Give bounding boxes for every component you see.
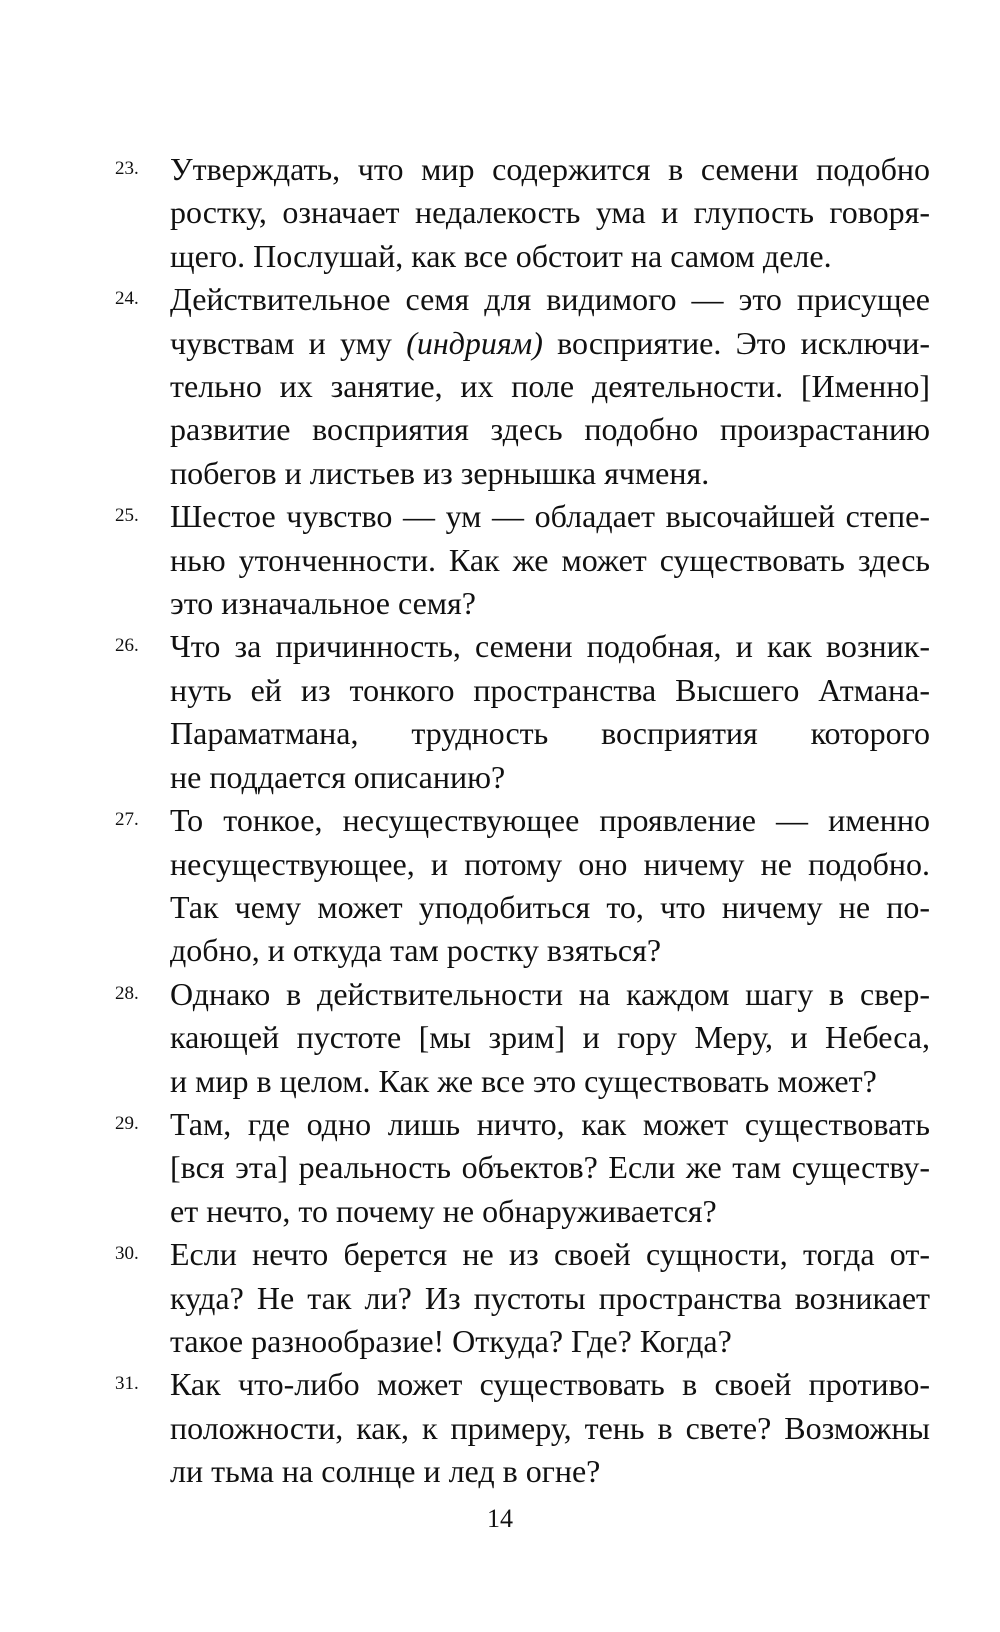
verse-24 — [115, 278, 930, 495]
verse-number: 24. — [115, 288, 139, 310]
verse-line: Так чему может уподобиться то, что ничему не по- — [170, 888, 930, 925]
line-text: чувствам и уму — [170, 324, 407, 361]
verse-25 — [115, 495, 930, 625]
verse-line: это изначальное семя? — [170, 585, 476, 622]
verse-line: То тонкое, несуществующее проявление — именно — [170, 802, 930, 839]
verse-number: 23. — [115, 158, 139, 179]
verse-line: Как что-либо может существовать в своей противо- — [170, 1366, 930, 1403]
verse-line: нуть ей из тонкого пространства Высшего Атмана- — [170, 671, 930, 708]
verse-line: ростку, означает недалекость ума и глупость говоря- — [170, 194, 930, 231]
italic-term: (индриям) — [406, 324, 543, 361]
verse-27 — [115, 799, 930, 973]
verse-line: положности, как, к примеру, тень в свете? Возможны — [170, 1409, 930, 1446]
verse-line: Однако в действительности на каждом шагу в свер- — [170, 975, 930, 1012]
verse-30 — [115, 1233, 930, 1363]
verse-line: добно, и откуда там ростку взяться? — [170, 932, 662, 969]
verse-line: побегов и листьев из зернышка ячменя. — [170, 454, 710, 491]
verse-number: 28. — [115, 982, 139, 1004]
verse-31 — [115, 1363, 930, 1493]
verse-number: 31. — [115, 1373, 139, 1395]
verse-line: такое разнообразие! Откуда? Где? Когда? — [170, 1322, 732, 1359]
verse-26 — [115, 625, 930, 799]
verse-line — [170, 322, 930, 365]
verse-line: не поддается описанию? — [170, 758, 506, 795]
verse-line: ет нечто, то почему не обнаруживается? — [170, 1192, 717, 1229]
verse-number: 27. — [115, 809, 139, 831]
verse-line: кающей пустоте [мы зрим] и гору Меру, и Небеса, — [170, 1019, 930, 1056]
line-text: восприятие. Это исключи- — [542, 324, 931, 361]
page-number: 14 — [487, 1504, 513, 1533]
verse-line: развитие восприятия здесь подобно произрастанию — [170, 411, 930, 448]
verse-line: щего. Послушай, как все обстоит на самом деле. — [170, 237, 832, 274]
verse-number: 26. — [115, 635, 139, 657]
verse-line: Действительное семя для видимого — это присущее — [170, 281, 930, 318]
verse-list — [115, 148, 930, 1494]
verse-line: Параматмана, трудность восприятия которого — [170, 715, 930, 752]
verse-line: Утверждать, что мир содержится в семени подобно — [170, 151, 930, 187]
verse-line: [вся эта] реальность объектов? Если же там существу- — [170, 1149, 930, 1186]
verse-29 — [115, 1103, 930, 1233]
verse-line: Если нечто берется не из своей сущности, тогда от- — [170, 1236, 930, 1273]
verse-23 — [115, 148, 930, 278]
verse-line: и мир в целом. Как же все это существовать может? — [170, 1062, 877, 1099]
verse-line: несуществующее, и потому оно ничему не подобно. — [170, 845, 930, 882]
verse-line: тельно их занятие, их поле деятельности. [Именно] — [170, 368, 930, 405]
verse-number: 25. — [115, 505, 139, 527]
verse-number: 29. — [115, 1112, 139, 1134]
verse-line: Там, где одно лишь ничто, как может существовать — [170, 1105, 930, 1142]
verse-line: нью утонченности. Как же может существовать здесь — [170, 541, 930, 578]
verse-number: 30. — [115, 1243, 139, 1265]
verse-line: Шестое чувство — ум — обладает высочайшей степе- — [170, 498, 930, 535]
verse-line: Что за причинность, семени подобная, и как возник- — [170, 628, 930, 665]
verse-28 — [115, 973, 930, 1103]
verse-line: куда? Не так ли? Из пустоты пространства возникает — [170, 1279, 930, 1316]
verse-line: ли тьма на солнце и лед в огне? — [170, 1453, 601, 1490]
